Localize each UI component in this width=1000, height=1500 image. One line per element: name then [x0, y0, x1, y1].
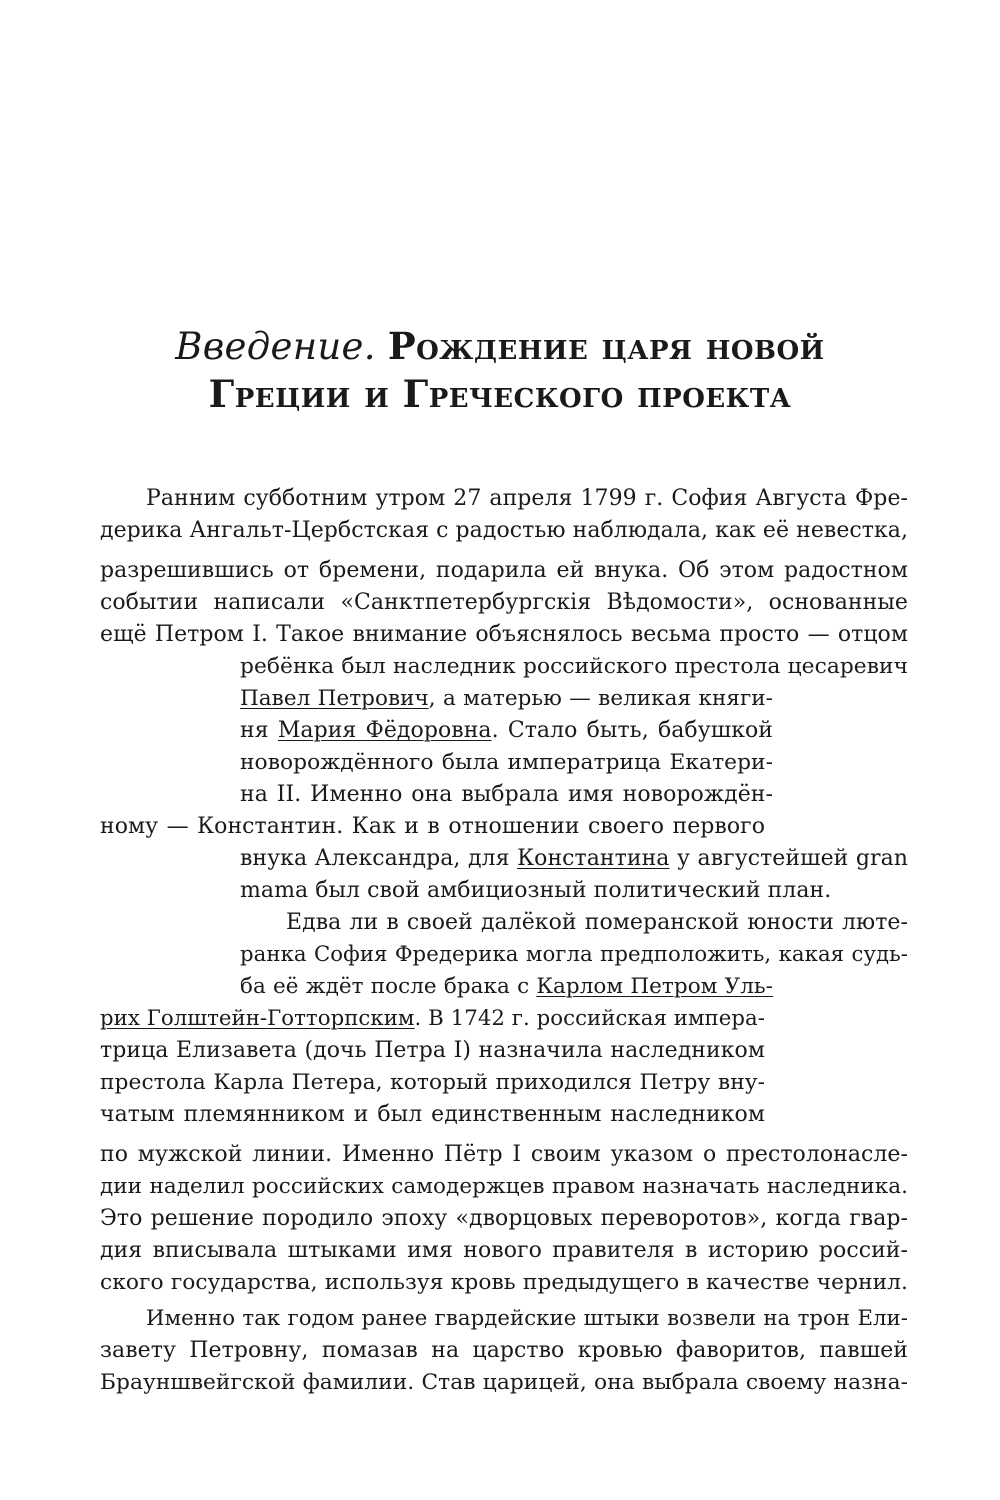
- text-line: чатым племянником и был единственным наследником: [100, 1102, 765, 1127]
- text-line: ранка София Фредерика могла предположить, какая судь-: [240, 942, 908, 967]
- text-line: завету Петровну, помазав на царство кровью фаворитов, павшей: [100, 1338, 908, 1363]
- text-line: внука Александра, для Константина у августейшей gran: [240, 846, 908, 871]
- chapter-title-text: Рождение царя новой: [387, 324, 825, 368]
- text-line: ня Мария Фёдоровна. Стало быть, бабушкой: [240, 718, 773, 743]
- chapter-title-line-2: [100, 366, 900, 423]
- text-line: разрешившись от бремени, подарила ей внука. Об этом радостном: [100, 558, 908, 583]
- text-line: ещё Петром I. Такое внимание объяснялось весьма просто — отцом: [100, 622, 908, 647]
- text-line: престола Карла Петера, который приходился Петру вну-: [100, 1070, 765, 1095]
- text-line: ба её ждёт после брака с Карлом Петром Уль-: [240, 974, 773, 999]
- text-line: Павел Петрович, а матерью — великая княги-: [240, 686, 773, 711]
- link-konstantin[interactable]: Константина: [517, 846, 670, 871]
- text-line: Именно так годом ранее гвардейские штыки возвели на трон Ели-: [146, 1306, 908, 1331]
- text-line: ского государства, используя кровь предыдущего в качестве чернил.: [100, 1270, 908, 1295]
- text-line: новорождённого была императрица Екатери-: [240, 750, 773, 775]
- link-karl-peter-ulrich-cont[interactable]: рих Голштейн-Готторпским: [100, 1006, 415, 1031]
- text-line: Брауншвейгской фамилии. Став царицей, она выбрала своему назна-: [100, 1370, 908, 1395]
- text-line: дии наделил российских самодержцев правом назначать наследника.: [100, 1174, 908, 1199]
- text-line: Едва ли в своей далёкой померанской юности люте-: [286, 910, 908, 935]
- text-line: событии написали «Санктпетербургскія Вѣдомости», основанные: [100, 590, 908, 615]
- chapter-title-text: Греции и Греческого проекта: [208, 372, 792, 416]
- link-pavel-petrovich[interactable]: Павел Петрович: [240, 686, 429, 711]
- text-line: по мужской линии. Именно Пётр I своим указом о престолонасле-: [100, 1142, 908, 1167]
- text-line: ному — Константин. Как и в отношении своего первого: [100, 814, 765, 839]
- link-maria-fedorovna[interactable]: Мария Фёдоровна: [277, 718, 492, 743]
- chapter-title-italic: Введение.: [175, 325, 376, 368]
- link-karl-peter-ulrich[interactable]: Карлом Петром Уль-: [536, 974, 773, 999]
- text-line: дия вписывала штыками имя нового правителя в историю россий-: [100, 1238, 908, 1263]
- text-line: Ранним субботним утром 27 апреля 1799 г. София Августа Фре-: [146, 486, 908, 511]
- text-line: на II. Именно она выбрала имя новорождён-: [240, 782, 773, 807]
- text-line: Это решение породило эпоху «дворцовых переворотов», когда гвар-: [100, 1206, 908, 1231]
- text-line: трица Елизавета (дочь Петра I) назначила наследником: [100, 1038, 765, 1063]
- text-line: рих Голштейн-Готторпским. В 1742 г. российская импера-: [100, 1006, 765, 1031]
- text-line: mama был свой амбициозный политический план.: [240, 878, 832, 903]
- text-line: дерика Ангальт-Цербстская с радостью наблюдала, как её невестка,: [100, 518, 908, 543]
- text-line: ребёнка был наследник российского престола цесаревич: [240, 654, 908, 679]
